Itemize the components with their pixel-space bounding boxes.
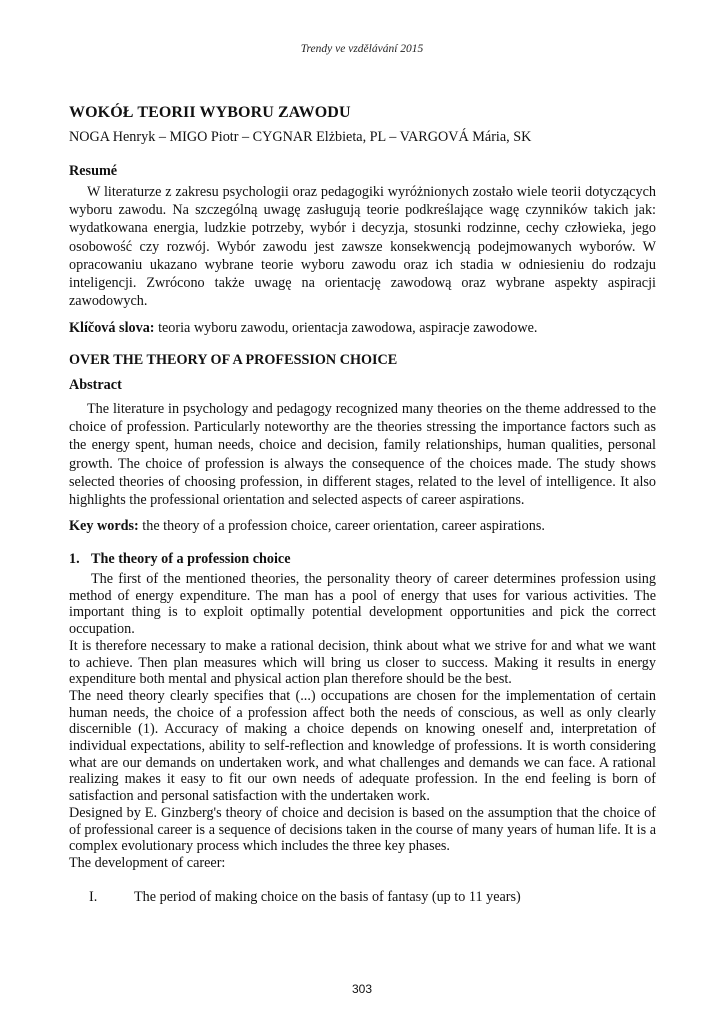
list-item-text: The period of making choice on the basis of fantasy (up to 11 years) — [134, 889, 521, 905]
section-1-paragraph: The development of career: — [69, 854, 226, 871]
abstract-text: The literature in psychology and pedagogy recognized many theories on the theme addressed to the choice of profession. Particularly noteworthy are the theories stressing the importance factors such as the energy spent, human needs, choice and decision, family relationships, human qualities, personal growth. The choice of profession is always the consequence of the choices made. The study shows selected theories of choosing profession, in different stages, related to the level of intelligence. It also highlights the professional orientation and selected aspects of career aspirations. — [69, 401, 656, 509]
resume-heading: Resumé — [69, 163, 118, 179]
abstract-keywords-text: the theory of a profession choice, career orientation, career aspirations. — [142, 518, 545, 534]
resume-keywords — [69, 320, 537, 337]
resume-keywords-label: Klíčová slova: — [69, 320, 155, 336]
section-1-number: 1. — [69, 551, 80, 567]
section-1-title: The theory of a profession choice — [91, 551, 291, 567]
section-1-heading — [69, 551, 291, 568]
abstract-heading: Abstract — [69, 377, 122, 393]
resume-keywords-text: teoria wyboru zawodu, orientacja zawodowa, aspiracje zawodowe. — [158, 320, 538, 336]
section-1-paragraph: Designed by E. Ginzberg's theory of choice and decision is based on the assumption that the choice of of professional career is a sequence of decisions taken in the course of many years of human life. It is a complex evolutionary process which includes the three key phases. — [69, 804, 656, 855]
page-number: 303 — [351, 982, 373, 996]
section-1-paragraph: It is therefore necessary to make a rational decision, think about what we strive for and what we want to achieve. Then plan measures which will bring us closer to success. Making it results in energy expenditure both mental and physical action plan therefore should be the best. — [69, 637, 656, 688]
section-1-paragraph: The need theory clearly specifies that (...) occupations are chosen for the implementation of certain human needs, the choice of a profession affect both the needs of conscious, as well as only clearly discernible (1). Accuracy of making a choice depends on knowing oneself and, interpretation of individual expectations, ability to self-reflection and knowledge of professions. It is worth considering what are our demands on undertaken work, and what challenges and demands we can face. A rational realizing makes it easy to fit our own needs of adequate profession. In the end feeling is born of satisfaction and personal satisfaction with the undertaken work. — [69, 687, 656, 805]
resume-text: W literaturze z zakresu psychologii oraz pedagogiki wyróżnionych zostało wiele teorii dotyczących wyboru zawodu. Na szczególną uwagę zasługują teorie podkreślające wagę czynników takich jak: wydatkowana energia, ludzkie potrzeby, wybór i decyzja, stosunki rodzinne, cechy człowieka, jego osobowość czy rozwój. Wybór zawodu jest zawsze konsekwencją podejmowanych wyborów. W opracowaniu ukazano wybrane teorie wyboru zawodu oraz ich stadia w odniesieniu do rodzaju inteligencji. Zwrócono także uwagę na orientację zawodową oraz wybrane aspekty aspiracji zawodowych. — [69, 184, 656, 310]
english-title: OVER THE THEORY OF A PROFESSION CHOICE — [69, 352, 398, 368]
article-title: WOKÓŁ TEORII WYBORU ZAWODU — [69, 104, 351, 121]
section-1-paragraph: The first of the mentioned theories, the personality theory of career determines profession using method of energy expenditure. The man has a pool of energy that uses for various activities. The important thing is to exploit optimally potential development opportunities and pick the correct occupation. — [69, 571, 656, 638]
article-authors: NOGA Henryk – MIGO Piotr – CYGNAR Elżbieta, PL – VARGOVÁ Mária, SK — [69, 129, 532, 145]
list-roman-numeral: I. — [89, 889, 98, 905]
running-header: Trendy ve vzdělávání 2015 — [300, 43, 424, 55]
abstract-keywords — [69, 518, 545, 535]
section-1-body — [69, 571, 656, 872]
abstract-keywords-label: Key words: — [69, 518, 139, 534]
